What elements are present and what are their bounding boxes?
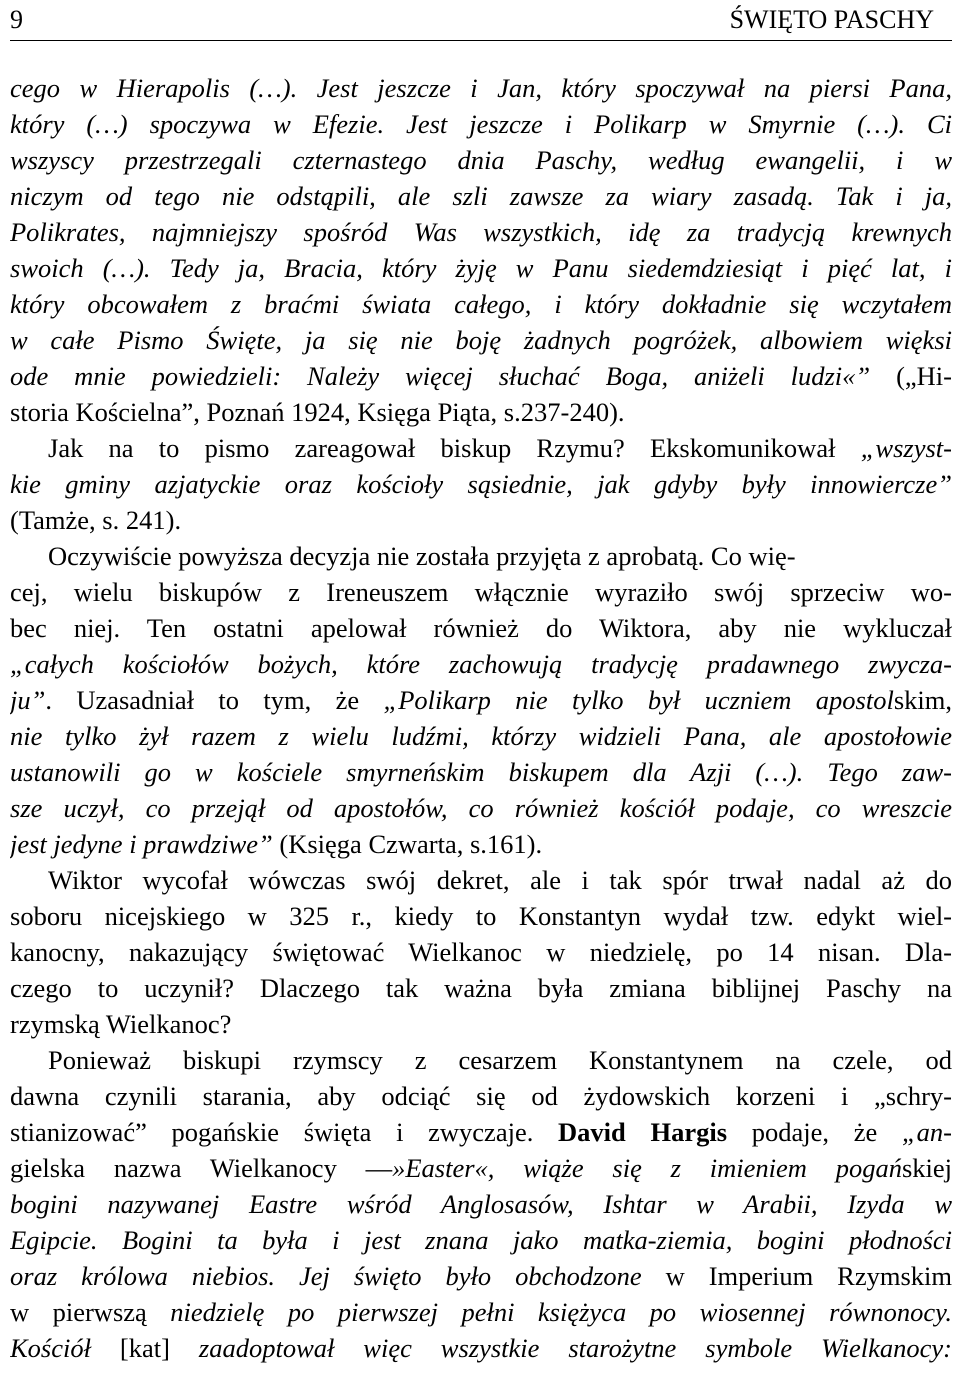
text-segment: w Imperium Rzymskim xyxy=(665,1261,952,1291)
text-line xyxy=(10,1258,952,1294)
text-segment: sze uczył, co przejął od apostołów, co również kościół podaje, co wreszcie xyxy=(10,793,952,823)
text-segment: David Hargis xyxy=(558,1117,728,1147)
body-text xyxy=(10,70,952,1366)
text-segment: . Uzasadniał to tym, że xyxy=(45,685,384,715)
text-segment: swoich (…). Tedy ja, Bracia, który żyję w Panu siedemdziesiąt i pięć lat, i xyxy=(10,253,952,283)
text-line xyxy=(10,1294,952,1330)
text-line xyxy=(10,682,952,718)
text-line xyxy=(10,1186,952,1222)
text-line xyxy=(10,826,952,862)
text-line xyxy=(10,610,952,646)
text-segment: Egipcie. Bogini ta była i jest znana jako matka-ziemia, bogini płodności xyxy=(10,1225,952,1255)
text-line xyxy=(10,1330,952,1366)
text-line xyxy=(10,790,952,826)
text-segment: bogini nazywanej Eastre wśród Anglosasów, Ishtar w Arabii, Izyda w xyxy=(10,1189,952,1219)
text-segment: (Tamże, s. 241). xyxy=(10,505,182,535)
text-line xyxy=(10,1006,952,1042)
text-segment: kie gminy azjatyckie oraz kościoły sąsiednie, jak gdyby były innowiercze” xyxy=(10,469,952,499)
text-segment: „Polikarp nie tylko był uczniem apostol xyxy=(383,685,894,715)
text-segment: [kat] xyxy=(119,1333,199,1363)
text-segment: »Easter«, wiąże się z imieniem pogań xyxy=(392,1153,902,1183)
text-line xyxy=(10,538,952,574)
text-line xyxy=(10,358,952,394)
text-segment: który (…) spoczywa w Efezie. Jest jeszcze i Polikarp w Smyrnie (…). Ci xyxy=(10,109,952,139)
text-segment: Wiktor wycofał wówczas swój dekret, ale i tak spór trwał nadal aż do xyxy=(48,865,952,895)
text-segment: gielska nazwa Wielkanocy — xyxy=(10,1153,393,1183)
text-segment: w pierwszą xyxy=(10,1297,171,1327)
text-segment: „całych kościołów bożych, które zachowują tradycję pradawnego zwycza- xyxy=(10,649,952,679)
text-segment: soboru nicejskiego w 325 r., kiedy to Konstantyn wydał tzw. edykt wiel- xyxy=(10,901,952,931)
text-segment: wszyscy przestrzegali czternastego dnia Paschy, według ewangelii, i w xyxy=(10,145,952,175)
text-segment: Ponieważ biskupi rzymscy z cesarzem Konstantynem na czele, od xyxy=(48,1045,952,1075)
text-line xyxy=(10,502,952,538)
text-line xyxy=(10,142,952,178)
text-line xyxy=(10,574,952,610)
text-segment: Polikrates, najmniejszy spośród Was wszystkich, idę za tradycją krewnych xyxy=(10,217,952,247)
text-line xyxy=(10,898,952,934)
text-segment: niczym od tego nie odstąpili, ale szli zawsze za wiary zasadą. Tak i ja, xyxy=(10,181,952,211)
text-line xyxy=(10,250,952,286)
text-segment: kanocny, nakazujący świętować Wielkanoc w niedzielę, po 14 nisan. Dla- xyxy=(10,937,952,967)
running-title: ŚWIĘTO PASCHY xyxy=(729,5,934,34)
text-segment: „an- xyxy=(901,1117,952,1147)
text-segment: „wszyst- xyxy=(860,433,952,463)
text-line xyxy=(10,178,952,214)
text-line xyxy=(10,754,952,790)
page-header xyxy=(0,0,960,48)
page-number: 9 xyxy=(10,5,23,34)
text-line xyxy=(10,1042,952,1078)
text-segment: skim, xyxy=(893,685,952,715)
text-line xyxy=(10,970,952,1006)
text-segment: cego w Hierapolis (…). Jest jeszcze i Jan, który spoczywał na piersi Pana, xyxy=(10,73,952,103)
text-segment: Oczywiście powyższa decyzja nie została przyjęta z aprobatą. Co wię- xyxy=(48,541,796,571)
text-segment: storia Kościelna”, Poznań 1924, Księga Piąta, s.237-240). xyxy=(10,397,625,427)
text-line xyxy=(10,646,952,682)
text-segment: rzymską Wielkanoc? xyxy=(10,1009,232,1039)
text-segment: dawna czynili starania, aby odciąć się od żydowskich korzeni i „schry- xyxy=(10,1081,952,1111)
header-rule xyxy=(10,40,952,41)
text-segment: podaje, że xyxy=(727,1117,902,1147)
text-line xyxy=(10,862,952,898)
text-line xyxy=(10,430,952,466)
text-line xyxy=(10,70,952,106)
text-segment: ode mnie powiedzieli: Należy więcej słuchać Boga, aniżeli ludzi«” xyxy=(10,361,897,391)
text-segment: Kościół xyxy=(10,1333,120,1363)
text-segment: jest jedyne i prawdziwe” xyxy=(10,829,280,859)
text-line xyxy=(10,934,952,970)
text-segment: zaadoptował więc wszystkie starożytne symbole Wielkanocy: xyxy=(198,1333,952,1363)
text-line xyxy=(10,286,952,322)
text-segment: cej, wielu biskupów z Ireneuszem włącznie wyraziło swój sprzeciw wo- xyxy=(10,577,952,607)
text-line xyxy=(10,466,952,502)
text-line xyxy=(10,1114,952,1150)
text-segment: bec niej. Ten ostatni apelował również do Wiktora, aby nie wykluczał xyxy=(10,613,952,643)
text-line xyxy=(10,1078,952,1114)
text-line xyxy=(10,106,952,142)
text-segment: nie tylko żył razem z wielu ludźmi, którzy widzieli Pana, ale apostołowie xyxy=(10,721,952,751)
text-line xyxy=(10,1150,952,1186)
text-segment: ustanowili go w kościele smyrneńskim biskupem dla Azji (…). Tego zaw- xyxy=(10,757,952,787)
text-segment: (Księga Czwarta, s.161). xyxy=(279,829,543,859)
text-segment: oraz królowa niebios. Jej święto było obchodzone xyxy=(10,1261,666,1291)
text-segment: skiej xyxy=(901,1153,952,1183)
text-segment: ju” xyxy=(10,685,46,715)
text-segment: („Hi- xyxy=(896,361,952,391)
text-segment: stianizować” pogańskie święta i zwyczaje. xyxy=(10,1117,559,1147)
text-segment: czego to uczynił? Dlaczego tak ważna była zmiana biblijnej Paschy na xyxy=(10,973,952,1003)
text-line xyxy=(10,718,952,754)
text-segment: niedzielę po pierwszej pełni księżyca po wiosennej równonocy. xyxy=(170,1297,952,1327)
text-line xyxy=(10,214,952,250)
text-line xyxy=(10,1222,952,1258)
text-line xyxy=(10,322,952,358)
text-line xyxy=(10,394,952,430)
text-segment: w całe Pismo Święte, ja się nie boję żadnych pogróżek, albowiem więksi xyxy=(10,325,952,355)
text-segment: Jak na to pismo zareagował biskup Rzymu? Ekskomunikował xyxy=(48,433,861,463)
text-segment: który obcowałem z braćmi świata całego, i który dokładnie się wczytałem xyxy=(10,289,952,319)
